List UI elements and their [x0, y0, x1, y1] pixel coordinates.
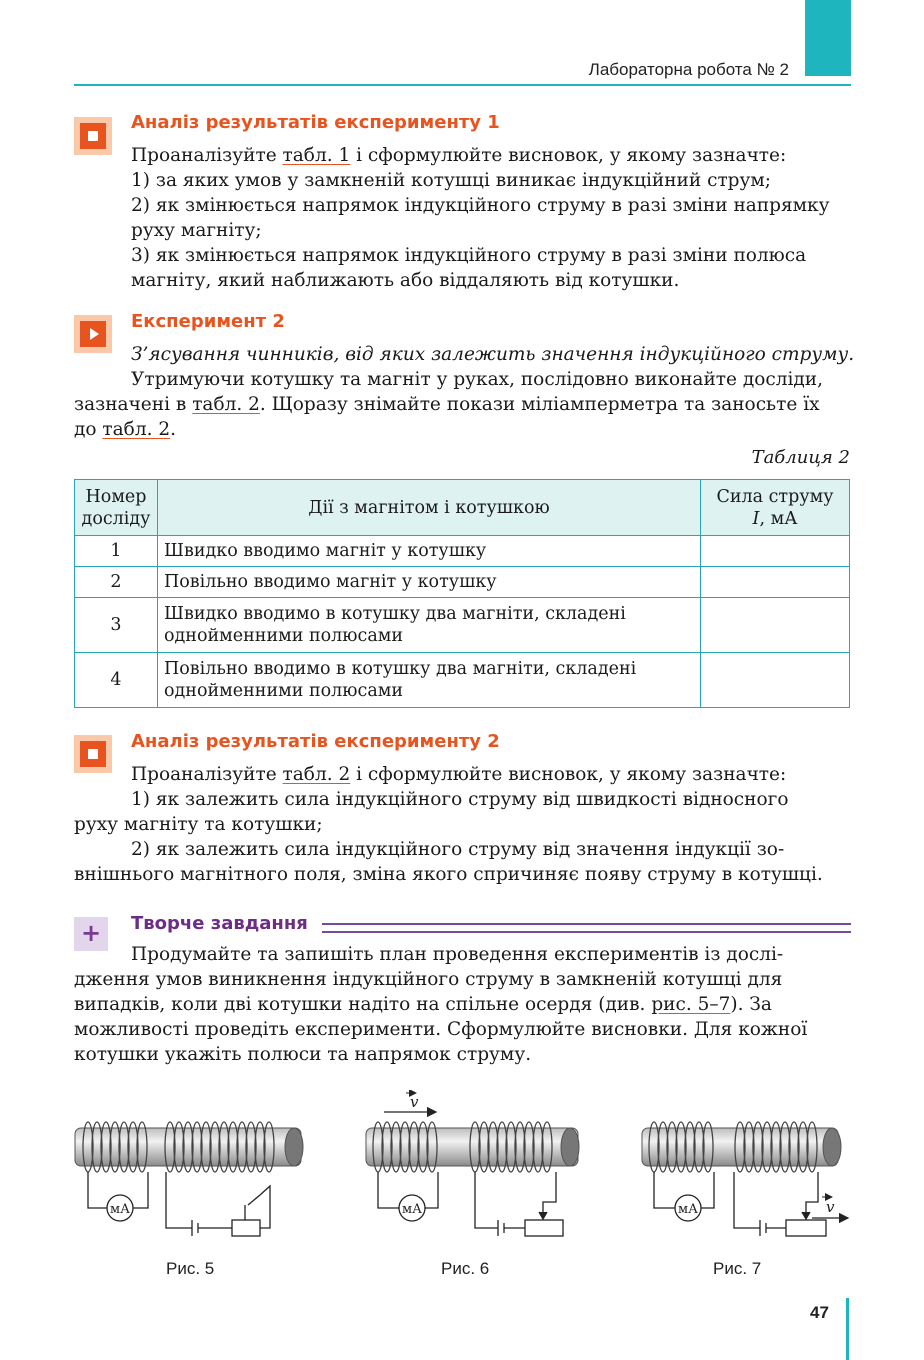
- creative-line-3: випадків, коли дві котушки надіто на спільне осердя (див. рис. 5–7). За: [74, 994, 772, 1015]
- analysis1-line-2: 1) за яких умов у замкненій котушці виникає індукційний струм;: [131, 170, 772, 191]
- header-divider: [74, 84, 851, 86]
- table-1-reference[interactable]: табл. 1: [282, 145, 351, 166]
- velocity-label: v: [826, 1198, 835, 1216]
- row-current-cell[interactable]: [701, 536, 850, 567]
- velocity-label: v: [410, 1093, 419, 1111]
- analysis1-line-5: 3) як змінюється напрямок індукційного струму в разі зміни полюса: [131, 245, 807, 266]
- creative-title-rule: [322, 923, 851, 933]
- milliammeter-label: мА: [402, 1202, 422, 1217]
- table-row: [75, 567, 850, 598]
- figure-5: [75, 1122, 303, 1236]
- creative-line-4: можливості проведіть експерименти. Сформулюйте висновки. Для кожної: [74, 1019, 808, 1040]
- milliammeter-label: мА: [678, 1202, 698, 1217]
- creative-title: Творче завдання: [131, 913, 308, 934]
- page-number: 47: [810, 1303, 829, 1322]
- analysis2-line-4: 2) як залежить сила індукційного струму від значення індукції зо-: [131, 839, 785, 860]
- creative-line-5: котушки укажіть полюси та напрямок струму.: [74, 1044, 532, 1065]
- row-number: 2: [75, 567, 158, 598]
- row-action: Швидко вводимо в котушку два магніти, складені однойменними полюсами: [158, 598, 701, 653]
- page-edge-marker: [846, 1298, 849, 1360]
- analysis1-line-4: руху магніту;: [131, 220, 262, 241]
- experiment-play-icon: [74, 315, 112, 353]
- row-number: 4: [75, 653, 158, 708]
- row-current-cell[interactable]: [701, 598, 850, 653]
- row-current-cell[interactable]: [701, 567, 850, 598]
- analysis-square-icon: [74, 735, 112, 773]
- figure-6-caption: Рис. 6: [441, 1259, 490, 1278]
- analysis2-line-3: руху магніту та котушки;: [74, 814, 323, 835]
- row-action: Повільно вводимо в котушку два магніти, складені однойменними полюсами: [158, 653, 701, 708]
- analysis1-title: Аналіз результатів експерименту 1: [131, 112, 500, 133]
- analysis2-line-5: внішнього магнітного поля, зміна якого спричиняє появу струму в котушці.: [74, 864, 823, 885]
- row-action: Повільно вводимо магніт у котушку: [158, 567, 701, 598]
- analysis-square-icon: [74, 117, 112, 155]
- experiment2-line-3: до табл. 2.: [74, 419, 176, 440]
- chapter-tab-marker: [805, 0, 851, 76]
- figure-6: [366, 1093, 579, 1236]
- table-2-reference[interactable]: табл. 2: [282, 764, 351, 785]
- figure-7: [642, 1122, 848, 1236]
- col-header-current: Сила струму I, мА: [701, 480, 850, 536]
- running-header: Лабораторна робота № 2: [588, 60, 789, 79]
- experiment2-line-2: зазначені в табл. 2. Щоразу знімайте покази міліамперметра та заносьте їх: [74, 394, 820, 415]
- creative-line-2: дження умов виникнення індукційного струму в замкненій котушці для: [74, 969, 783, 990]
- experiment-table: [74, 479, 850, 708]
- experiment2-subtitle: З’ясування чинників, від яких залежить значення індукційного струму.: [131, 344, 855, 365]
- row-current-cell[interactable]: [701, 653, 850, 708]
- plus-icon: +: [74, 917, 108, 951]
- table-row: [75, 598, 850, 653]
- col-header-number: Номер досліду: [75, 480, 158, 536]
- analysis2-line-1: Проаналізуйте табл. 2 і сформулюйте висновок, у якому зазначте:: [131, 764, 787, 785]
- figure-5-caption: Рис. 5: [166, 1259, 215, 1278]
- row-action: Швидко вводимо магніт у котушку: [158, 536, 701, 567]
- table-2-reference[interactable]: табл. 2: [102, 419, 171, 440]
- coil-figures: [70, 1090, 860, 1250]
- figures-reference[interactable]: рис. 5–7: [651, 994, 731, 1015]
- row-number: 1: [75, 536, 158, 567]
- analysis2-line-2: 1) як залежить сила індукційного струму від швидкості відносного: [131, 789, 789, 810]
- creative-line-1: Продумайте та запишіть план проведення експериментів із дослі-: [131, 944, 784, 965]
- analysis1-line-3: 2) як змінюється напрямок індукційного струму в разі зміни напрямку: [131, 195, 830, 216]
- experiment2-title: Експеримент 2: [131, 311, 285, 332]
- analysis1-line-1: Проаналізуйте табл. 1 і сформулюйте висновок, у якому зазначте:: [131, 145, 787, 166]
- table-2-reference[interactable]: табл. 2: [192, 394, 260, 415]
- col-header-actions: Дії з магнітом і котушкою: [158, 480, 701, 536]
- milliammeter-label: мА: [110, 1202, 130, 1217]
- table-caption: Таблиця 2: [751, 447, 850, 468]
- table-row: [75, 536, 850, 567]
- analysis2-title: Аналіз результатів експерименту 2: [131, 731, 500, 752]
- figure-7-caption: Рис. 7: [713, 1259, 762, 1278]
- experiment2-line-1: Утримуючи котушку та магніт у руках, послідовно виконайте досліди,: [131, 369, 823, 390]
- table-row: [75, 653, 850, 708]
- row-number: 3: [75, 598, 158, 653]
- analysis1-line-6: магніту, який наближають або віддаляють від котушки.: [131, 270, 680, 291]
- table-header-row: [75, 480, 850, 536]
